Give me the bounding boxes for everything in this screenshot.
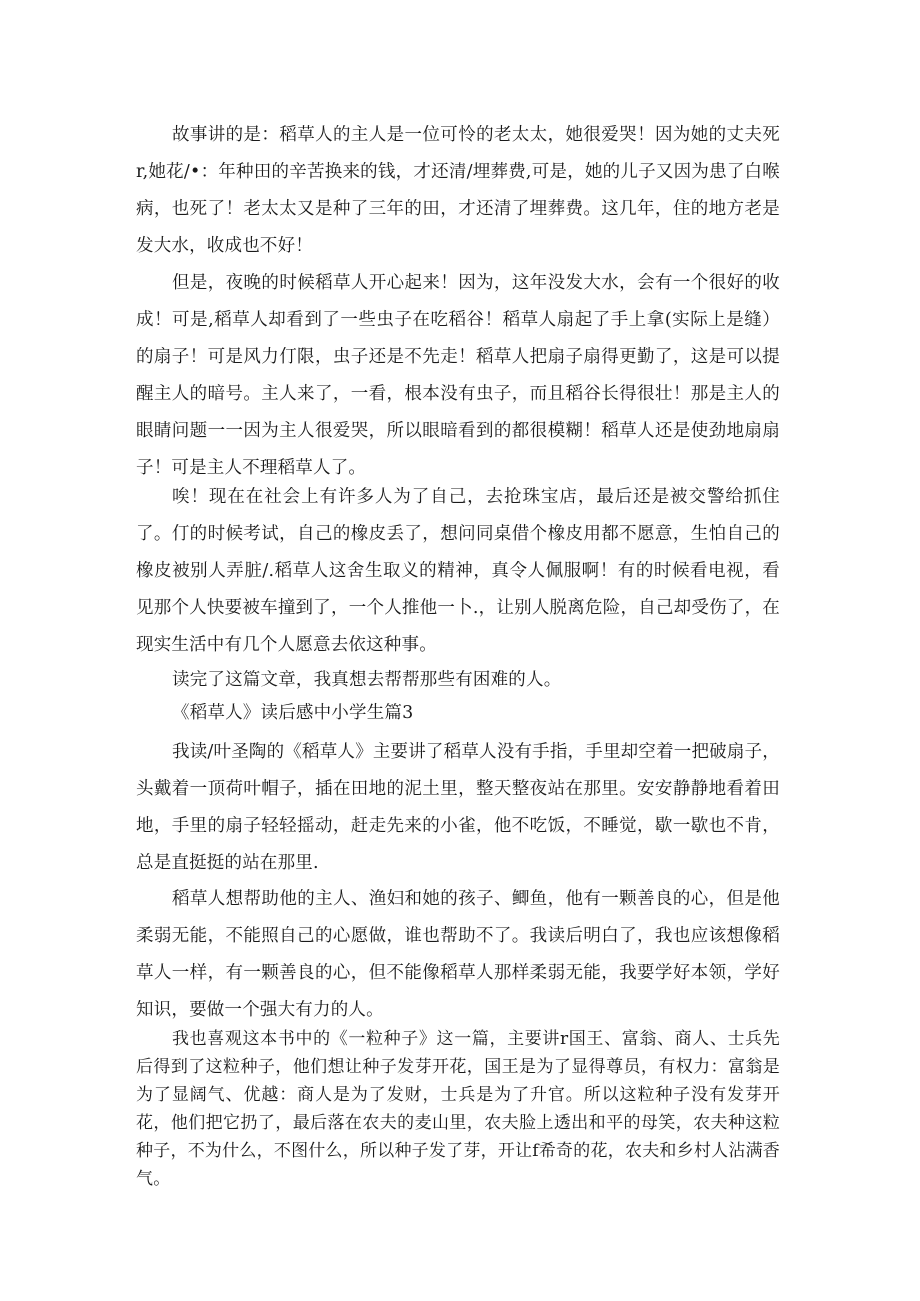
paragraph-story-summary: 故事讲的是：稻草人的主人是一位可怜的老太太，她很爱哭！因为她的丈夫死r,她花/•：年种田的辛苦换来的钱，才还清/埋葬费,可是，她的儿子又因为患了白喉病，也死了！老太太又是种了三年的田，才还清了埋葬费。这几年，住的地方老是发大水，收成也不好！ xyxy=(136,125,780,256)
paragraph-conclusion: 读完了这篇文章，我真想去帮帮那些有困难的人。 xyxy=(172,670,562,690)
paragraph-book-intro: 我读/叶圣陶的《稻草人》主要讲了稻草人没有手指，手里却空着一把破扇子，头戴着一顶荷叶帽子，插在田地的泥土里，整天整夜站在那里。安安静静地看着田地，手里的扇子轻轻摇动，赶走先来的小雀，他不吃饭，不睡觉，歇一歇也不肯，总是直挺挺的站在那里. xyxy=(136,742,780,873)
section-title: 《稻草人》读后感中小学生篇3 xyxy=(172,703,414,723)
paragraph-society-reflection: 唉！现在在社会上有许多人为了自己，去抢珠宝店，最后还是被交警给抓住了。仃的时候考试，自己的橡皮丢了，想问同桌借个橡皮用都不愿意，生怕自己的橡皮被别人弄脏/.稻草人这舍生取义的精神，真令人佩服啊！有的时候看电视，看见那个人快要被车撞到了，一个人推他一卜.，让别人脱离危险，自己却受伤了，在现实生活中有几个人愿意去依这种事。 xyxy=(136,487,780,655)
paragraph-seed-story: 我也喜观这本书中的《一粒种子》这一篇，主要讲r国王、富翁、商人、士兵先后得到了这粒种子，他们想让种子发芽开花，国王是为了显得尊员，有权力：富翁是为了显阔气、优越：商人是为了发财，士兵是为了升官。所以这粒种子没有发芽开花，他们把它扔了，最后落在农夫的麦山里，农夫脸上透出和平的母笑，农夫种这粒种子，不为什么，不图什么，所以种子发了芽，开让f希奇的花，农夫和乡村人沾满香气。 xyxy=(136,1029,780,1189)
paragraph-scarecrow-fan: 但是，夜晚的时候稻草人开心起来！因为，这年没发大水，会有一个很好的收成！可是,稻草人却看到了一些虫子在吃稻谷！稻草人扇起了手上拿(实际上是缝）的扇子！可是风力仃限，虫子还是不先走！稻草人把扇子扇得更勤了，这是可以提醒主人的暗号。主人来了，一看，根本没有虫子，而且稻谷长得很壮！那是主人的眼睛问题一一因为主人很爱哭，所以眼暗看到的都很模糊！稻草人还是使劲地扇扇子！可是主人不理稻草人了。 xyxy=(136,273,780,478)
paragraph-kind-heart: 稻草人想帮助他的主人、渔妇和她的孩子、鲫鱼，他有一颗善良的心，但是他柔弱无能，不能照自己的心愿做，谁也帮助不了。我读后明白了，我也应该想像稻草人一样，有一颗善良的心，但不能像稻草人那样柔弱无能，我要学好本领，学好知识，要做一个强大有力的人。 xyxy=(136,889,780,1020)
